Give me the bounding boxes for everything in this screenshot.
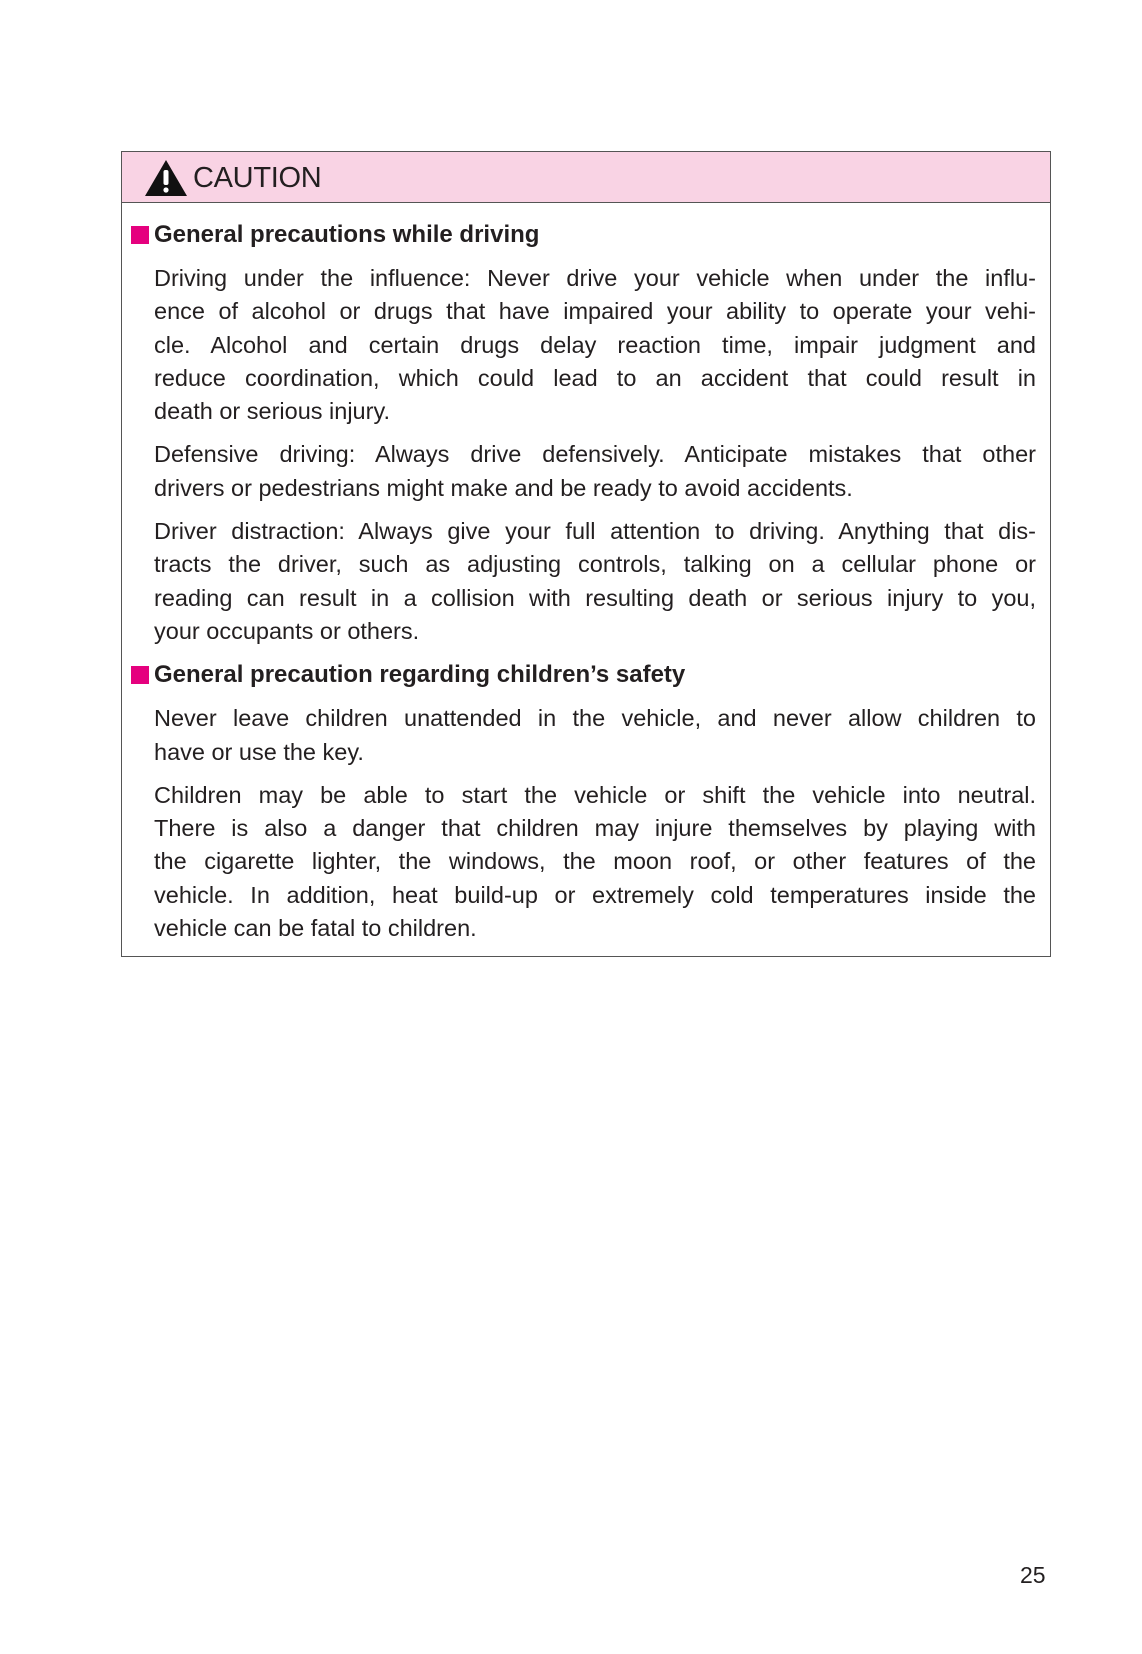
section-heading [122,218,1050,252]
text-line: reading can result in a collision with resulting death or serious injury to you, [154,584,1036,611]
pink-square-bullet-icon [131,226,149,244]
caution-content [122,218,1050,955]
text-line: vehicle can be fatal to children. [154,915,477,942]
text-line: There is also a danger that children may injure themselves by playing with [154,815,1036,842]
section-heading [122,658,1050,692]
paragraph [154,262,1036,428]
text-line: Driver distraction: Always give your full attention to driving. Anything that dis- [154,518,1036,545]
section-heading-text: General precaution regarding children’s safety [154,661,686,689]
warning-triangle-icon [144,159,188,197]
text-line: Children may be able to start the vehicle or shift the vehicle into neutral. [154,781,1036,808]
text-line: ence of alcohol or drugs that have impaired your ability to operate your vehi- [154,298,1036,325]
caution-title: CAUTION [193,162,322,194]
section-heading-text: General precautions while driving [154,221,540,248]
text-line: vehicle. In addition, heat build-up or extremely cold temperatures inside the [154,881,1036,908]
text-line: Defensive driving: Always drive defensively. Anticipate mistakes that other [154,441,1036,468]
text-line: your occupants or others. [154,617,420,644]
caution-box [121,151,1051,957]
text-line: death or serious injury. [154,398,390,425]
text-line: drivers or pedestrians might make and be ready to avoid accidents. [154,474,853,501]
page-number: 25 [1020,1562,1046,1588]
text-line: Driving under the influence: Never drive your vehicle when under the influ- [154,265,1036,291]
paragraph [154,515,1036,648]
text-line: Never leave children unattended in the vehicle, and never allow children to [154,705,1036,732]
caution-header [122,152,1050,203]
text-line: tracts the driver, such as adjusting controls, talking on a cellular phone or [154,551,1036,578]
pink-square-bullet-icon [131,666,149,684]
paragraph [154,779,1036,945]
paragraph [154,438,1036,505]
text-line: the cigarette lighter, the windows, the moon roof, or other features of the [154,848,1036,875]
text-line: have or use the key. [154,738,364,765]
text-line: reduce coordination, which could lead to an accident that could result in [154,364,1036,391]
paragraph [154,702,1036,769]
text-line: cle. Alcohol and certain drugs delay reaction time, impair judgment and [154,331,1036,358]
